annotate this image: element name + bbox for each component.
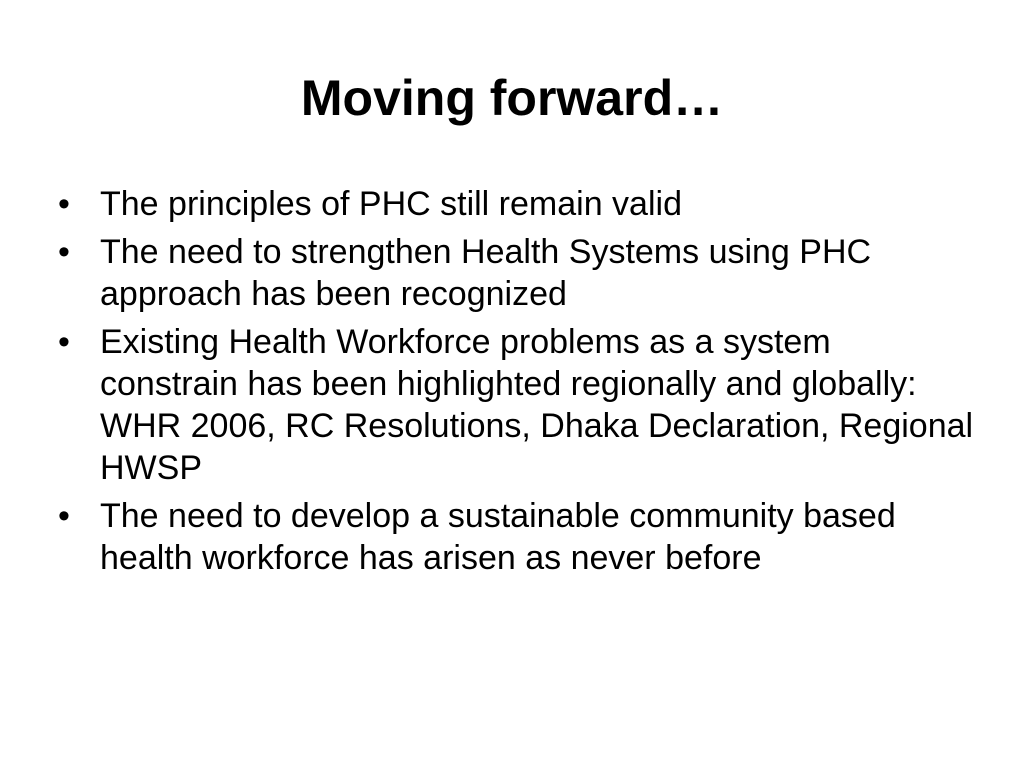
bullet-dot-icon: • [58,323,70,361]
bullet-dot-icon: • [58,233,70,271]
bullet-text: Existing Health Workforce problems as a system constrain has been highlighted regionally and globally: WHR 2006, RC Resolutions, Dhaka Declaration, Regional HWSP [100,323,974,487]
bullet-item [56,321,976,489]
bullet-item [56,231,976,315]
bullet-item [56,495,976,579]
bullet-text: The need to develop a sustainable community based health workforce has arisen as never before [100,497,896,577]
slide-title: Moving forward… [300,70,724,126]
bullet-dot-icon: • [58,497,70,535]
bullet-dot-icon: • [58,185,70,223]
bullet-list [56,183,976,585]
bullet-item [56,183,976,225]
bullet-text: The principles of PHC still remain valid [100,185,682,223]
bullet-text: The need to strengthen Health Systems using PHC approach has been recognized [100,233,872,313]
